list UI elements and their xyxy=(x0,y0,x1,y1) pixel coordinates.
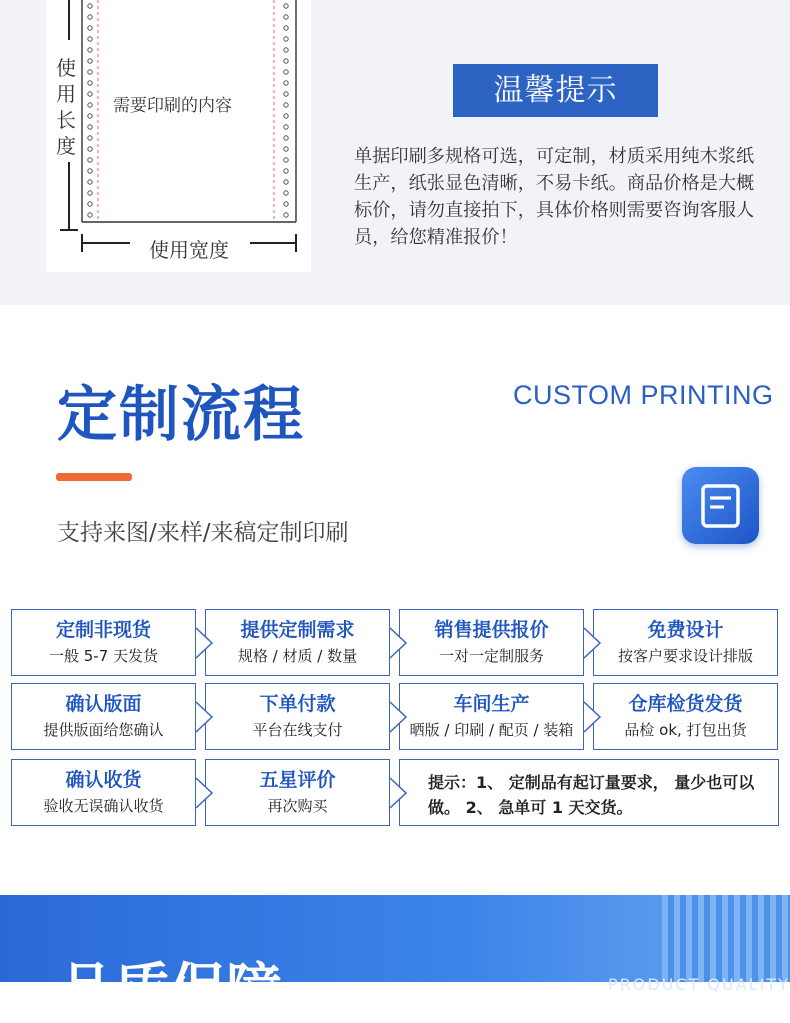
document-button[interactable] xyxy=(682,467,759,544)
step-desc: 一般 5-7 天发货 xyxy=(48,647,159,665)
tip-text: 单据印刷多规格可选，可定制，材质采用纯木浆纸生产，纸张显色清晰，不易卡纸。商品价格是大概标价，请勿直接拍下，具体价格则需要咨询客服人员，给您精准报价！ xyxy=(354,146,755,248)
chevron-right-icon xyxy=(190,624,220,662)
banner-title: 品质保障 xyxy=(58,958,282,1023)
step-card xyxy=(11,683,196,750)
content-label: 需要印刷的内容 xyxy=(113,96,232,116)
step-card xyxy=(593,609,778,676)
chevron-right-icon xyxy=(190,774,220,812)
step-desc: 一对一定制服务 xyxy=(438,647,544,665)
step-title: 确认版面 xyxy=(65,693,142,715)
step-desc: 平台在线支付 xyxy=(252,721,343,739)
step-card xyxy=(593,683,778,750)
chevron-right-icon xyxy=(578,698,608,736)
step-desc: 验收无误确认收货 xyxy=(43,797,164,815)
step-card xyxy=(11,759,196,826)
banner-english: PRODUCT QUALITY xyxy=(608,975,790,994)
step-desc: 提供版面给您确认 xyxy=(43,721,164,739)
paper-diagram xyxy=(46,0,311,272)
accent-bar xyxy=(56,473,132,481)
step-title: 提供定制需求 xyxy=(240,619,355,641)
chevron-right-icon xyxy=(384,774,414,812)
step-title: 五星评价 xyxy=(259,769,336,791)
step-card xyxy=(205,759,390,826)
chevron-right-icon xyxy=(384,624,414,662)
document-icon xyxy=(682,467,759,544)
chevron-right-icon xyxy=(190,698,220,736)
process-subtitle: 支持来图/来样/来稿定制印刷 xyxy=(57,520,349,546)
step-card xyxy=(11,609,196,676)
chevron-right-icon xyxy=(578,624,608,662)
step-title: 销售提供报价 xyxy=(434,619,549,641)
step-title: 下单付款 xyxy=(259,693,336,715)
step-card xyxy=(399,683,584,750)
step-title: 车间生产 xyxy=(453,693,530,715)
width-label: 使用宽度 xyxy=(130,234,248,263)
length-label: 使用长度 xyxy=(56,56,76,158)
title-english: CUSTOM PRINTING xyxy=(513,380,774,410)
step-title: 确认收货 xyxy=(65,769,142,791)
step-desc: 再次购买 xyxy=(267,797,328,815)
step-card xyxy=(399,609,584,676)
step-title: 仓库检货发货 xyxy=(628,693,743,715)
page-title: 定制流程 xyxy=(57,380,305,450)
tip-section xyxy=(0,0,790,305)
step-card xyxy=(205,609,390,676)
step-title: 免费设计 xyxy=(647,619,724,641)
step-title: 定制非现货 xyxy=(55,619,151,641)
step-desc: 品检 ok, 打包出货 xyxy=(624,721,747,739)
chevron-right-icon xyxy=(384,698,414,736)
step-card xyxy=(205,683,390,750)
step-desc: 按客户要求设计排版 xyxy=(617,647,753,665)
tip-badge: 温馨提示 xyxy=(453,64,658,117)
step-desc: 晒版 / 印刷 / 配页 / 装箱 xyxy=(409,721,574,739)
banner-decoration xyxy=(662,895,790,982)
continuous-paper-illustration xyxy=(46,0,311,272)
step-desc: 规格 / 材质 / 数量 xyxy=(237,647,358,665)
process-note: 提示：1、 定制品有起订量要求， 量少也可以做。 2、 急单可 1 天交货。 xyxy=(399,759,779,826)
